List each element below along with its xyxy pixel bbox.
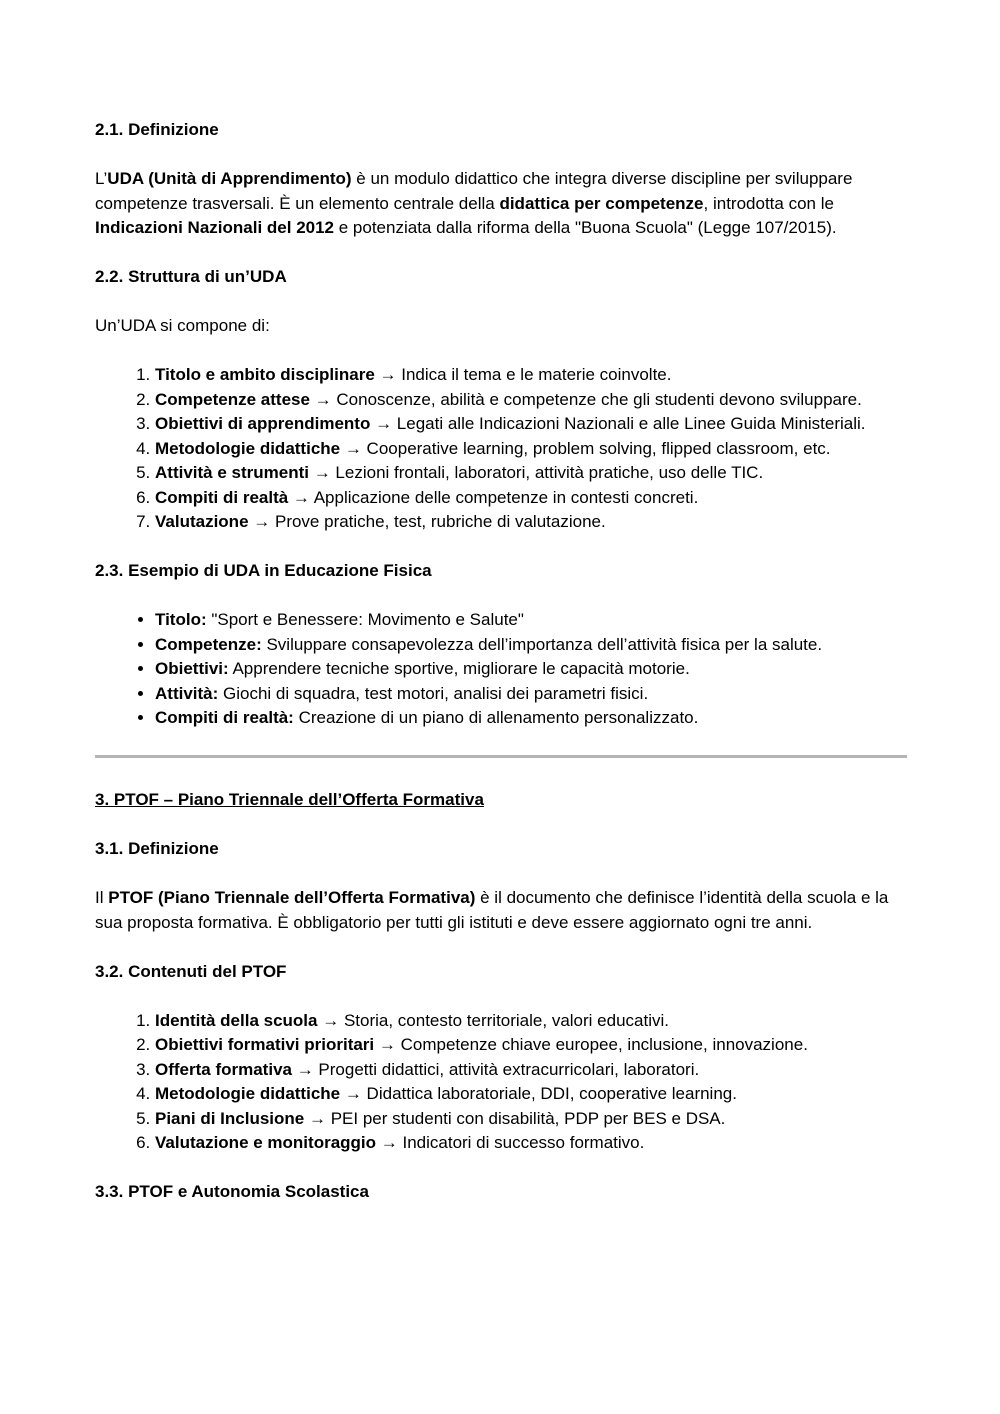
bold-text: didattica per competenze [499,193,704,213]
list-item-description: "Sport e Benessere: Movimento e Salute" [206,610,524,629]
bold-text: Indicazioni Nazionali del 2012 [95,218,335,237]
uda-example-list [95,608,907,731]
list-item-description: → Progetti didattici, attività extracurricolari, laboratori. [291,1059,700,1079]
list-item [155,1009,907,1034]
list-item [155,633,907,658]
list-item [155,1033,907,1058]
list-item-description: → Storia, contesto territoriale, valori educativi. [317,1010,669,1030]
document-page [95,118,907,1229]
text-run: e potenziata dalla riforma della "Buona Scuola" (Legge 107/2015). [334,218,837,237]
bold-text: UDA (Unità di Apprendimento) [107,169,352,188]
section-heading-2-1: 2.1. Definizione [95,120,219,139]
list-item [155,706,907,731]
list-item-description: → Conoscenze, abilità e competenze che gli studenti devono sviluppare. [309,389,862,409]
ptof-definition-paragraph [95,886,907,935]
list-item-term: Valutazione e monitoraggio [155,1133,377,1152]
list-item [155,412,907,437]
list-item-term: Identità della scuola [155,1010,318,1030]
list-item-description: → PEI per studenti con disabilità, PDP per BES e DSA. [304,1108,726,1128]
list-item-description: → Indicatori di successo formativo. [376,1133,645,1152]
list-item [155,510,907,535]
list-item-term: Obiettivi: [155,659,229,678]
text-run: L’ [95,169,108,188]
ptof-contents-list [95,1009,907,1156]
list-item-term: Competenze attese [155,389,310,409]
list-item-term: Valutazione [155,512,249,531]
list-item-description: → Indica il tema e le materie coinvolte. [374,365,672,384]
section-heading-3-2: 3.2. Contenuti del PTOF [95,961,287,981]
list-item [155,1058,907,1083]
list-item-description: Sviluppare consapevolezza dell’importanza dell’attività fisica per la salute. [261,634,823,654]
section-heading-3: 3. PTOF – Piano Triennale dell’Offerta Formativa [95,790,484,809]
list-item-term: Obiettivi formativi prioritari [155,1035,375,1054]
list-item-description: → Legati alle Indicazioni Nazionali e alle Linee Guida Ministeriali. [370,414,866,433]
list-item-term: Attività e strumenti [155,463,309,482]
list-item [155,363,907,388]
list-item-term: Offerta formativa [155,1059,292,1079]
list-item-term: Compiti di realtà: [155,708,294,727]
section-heading-2-3: 2.3. Esempio di UDA in Educazione Fisica [95,561,432,580]
list-item-term: Metodologie didattiche [155,438,341,458]
list-item-description: → Applicazione delle competenze in contesti concreti. [288,487,699,507]
text-run: è il documento che definisce l’identità della scuola e la sua proposta formativa. È obbligatorio per tutti gli istituti e deve essere aggiornato ogni tre anni. [95,888,889,932]
list-item-description: Giochi di squadra, test motori, analisi dei parametri fisici. [218,683,649,703]
uda-structure-intro: Un’UDA si compone di: [95,316,270,335]
list-item [155,608,907,633]
list-item-term: Metodologie didattiche [155,1084,341,1103]
uda-structure-list [95,363,907,535]
list-item-term: Attività: [155,683,219,703]
list-item-term: Piani di Inclusione [155,1108,305,1128]
section-heading-3-1: 3.1. Definizione [95,839,219,858]
list-item-term: Obiettivi di apprendimento [155,414,371,433]
list-item [155,682,907,707]
text-run: , introdotta con le [703,193,834,213]
list-item-description: → Competenze chiave europee, inclusione, innovazione. [374,1035,808,1054]
list-item-description: → Didattica laboratoriale, DDI, cooperative learning. [340,1084,737,1103]
list-item [155,1131,907,1156]
list-item [155,657,907,682]
list-item-description: → Cooperative learning, problem solving, flipped classroom, etc. [340,438,831,458]
list-item-description: → Prove pratiche, test, rubriche di valutazione. [248,512,606,531]
list-item [155,1082,907,1107]
list-item-term: Competenze: [155,634,262,654]
list-item [155,1107,907,1132]
list-item-description: Apprendere tecniche sportive, migliorare le capacità motorie. [228,659,690,678]
list-item-description: → Lezioni frontali, laboratori, attività pratiche, uso delle TIC. [308,463,764,482]
list-item-term: Titolo: [155,610,207,629]
section-heading-2-2: 2.2. Struttura di un’UDA [95,267,287,286]
text-run: Il [95,888,109,907]
bold-text: PTOF (Piano Triennale dell’Offerta Formativa) [108,888,476,907]
list-item-term: Titolo e ambito disciplinare [155,365,375,384]
uda-definition-paragraph [95,167,907,241]
list-item-term: Compiti di realtà [155,487,289,507]
list-item [155,486,907,511]
list-item [155,437,907,462]
list-item [155,388,907,413]
horizontal-divider [95,755,907,758]
text-run: è un modulo didattico che integra diverse discipline per sviluppare competenze trasversali. È un elemento centrale della [95,169,853,213]
list-item-description: Creazione di un piano di allenamento personalizzato. [293,708,699,727]
section-heading-3-3: 3.3. PTOF e Autonomia Scolastica [95,1182,369,1201]
list-item [155,461,907,486]
